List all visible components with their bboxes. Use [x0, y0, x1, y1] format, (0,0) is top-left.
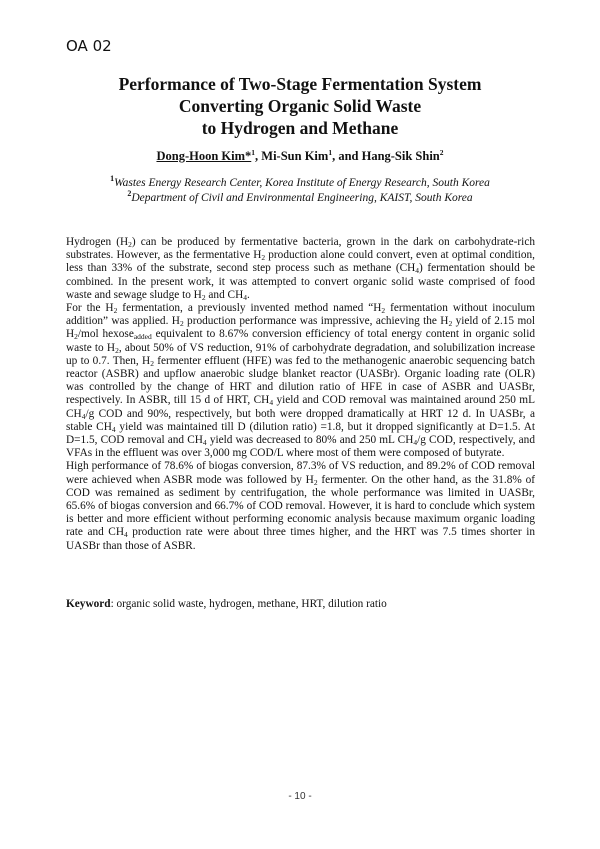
text-run: ) fermentation should be combined. In the present work, it was attempted to convert organic solid waste comprised of food waste and sewage sludge to H	[66, 262, 535, 301]
subscript: 4	[269, 398, 274, 408]
title-line: Performance of Two-Stage Fermentation System	[118, 74, 482, 94]
author-name: Mi-Sun Kim	[261, 149, 329, 163]
text-run: .	[247, 288, 250, 301]
session-code: OA 02	[66, 37, 112, 55]
author-affiliation-mark: 1	[251, 148, 256, 157]
abstract-paragraph	[66, 302, 535, 460]
text-run: , about 50% of VS reduction, 91% of carbohydrate degradation, and solubilization increase up to 0.7. Then, H	[66, 341, 535, 367]
subscript: 4	[202, 438, 207, 448]
text-run: /mol hexose	[77, 328, 134, 341]
author-separator: , and	[332, 149, 362, 163]
affiliation-line	[60, 176, 540, 191]
text-run: yield was maintained till D (dilution ratio) =1.8, but it dropped significantly at D=1.5. At D=1.5, COD removal and CH	[66, 420, 535, 447]
text-run: fermentation without inoculum addition” was applied. H	[66, 302, 535, 328]
subscript: 2	[313, 477, 318, 487]
abstract-body	[66, 236, 535, 553]
author-name: Hang-Sik Shin	[361, 149, 440, 163]
affiliations	[60, 176, 540, 205]
author-affiliation-mark: 2	[439, 148, 444, 157]
subscript: 2	[74, 332, 78, 342]
abstract-paragraph	[66, 460, 535, 552]
subscript: 4	[81, 411, 86, 421]
text-run: fermentation, a previously invented method named “H	[117, 302, 382, 315]
subscript: 2	[115, 345, 119, 355]
text-run: fermenter effluent (HFE) was fed to the methanogenic anaerobic sequencing batch reactor (ASBR) and upflow anaerobic sludge blanket reactor (UASBr). Organic loading rate (OLR) was controlled by the change of HRT and dilution ratio of HFE in case of ASBR and UASBr, respectively. In ASBR, till 15 d of HRT, CH	[66, 354, 535, 407]
title-line: to Hydrogen and Methane	[201, 118, 399, 138]
author-list	[60, 148, 540, 164]
affiliation-text: Department of Civil and Environmental Engineering, KAIST, South Korea	[131, 191, 473, 204]
title-line: Converting Organic Solid Waste	[178, 96, 422, 116]
subscript: 4	[124, 530, 128, 540]
subscript: 2	[179, 319, 184, 329]
keyword-label: Keyword	[66, 598, 111, 610]
affiliation-mark: 1	[110, 174, 115, 183]
affiliation-text: Wastes Energy Research Center, Korea Institute of Energy Research, South Korea	[114, 177, 490, 189]
page-number: - 10 -	[288, 791, 312, 802]
author-separator: ,	[255, 149, 262, 163]
text-run: yield of 2.15 mol H	[66, 315, 536, 341]
affiliation-mark: 2	[127, 188, 132, 198]
text-run: fermenter. On the other hand, as the 31.8% of COD was remained as sediment by centrifugation, the whole performance was limited in UASBr, 65.6% of biogas conversion and 66.7% of COD removal. However, it is hard to conclude which system is better and more efficient without performing economic analysis because maximum organic loading rate and CH	[66, 473, 535, 539]
author-name: Dong-Hoon Kim*	[156, 149, 252, 163]
text-run: production alone could convert, even at optimal condition, less than 33% of the substrate, second step process such as methane (CH	[66, 249, 535, 275]
subscript: 2	[113, 306, 118, 316]
subscript: 4	[415, 266, 420, 276]
subscript: 4	[243, 292, 247, 302]
text-run: /g COD and 90%, respectively, but both were dropped dramatically at HRT 12 d. In UASBr, a stable CH	[66, 407, 535, 433]
subscript: 2	[150, 358, 154, 368]
subscript: 4	[413, 438, 418, 448]
affiliation-line	[60, 188, 540, 206]
text-run: ) can be produced by fermentative bacteria, grown in the dark on carbohydrate-rich substrates. However, as the fermentative H	[66, 236, 535, 262]
text-run: equivalent to 8.67% conversion efficiency of total energy content in organic solid waste to H	[66, 328, 535, 354]
text-run: yield was decreased to 80% and 250 mL CH	[206, 434, 414, 447]
subscript: 2	[128, 240, 132, 249]
text-run: and CH	[205, 288, 244, 301]
keywords	[66, 597, 535, 611]
text-run: yield and COD removal was maintained around 250 mL CH	[66, 394, 535, 420]
subscript: 4	[111, 424, 116, 434]
text-run: For the H	[66, 302, 114, 315]
text-run: High performance of 78.6% of biogas conversion, 87.3% of VS reduction, and 89.2% of COD removal were achieved when ASBR mode was followed by H	[66, 460, 535, 486]
subscript: 2	[448, 319, 453, 329]
text-run: production performance was impressive, achieving the H	[183, 315, 449, 328]
subscript: 2	[381, 306, 386, 316]
subscript: 2	[261, 253, 266, 263]
subscript: added	[133, 332, 152, 342]
subscript: 2	[201, 292, 206, 302]
abstract-paragraph	[66, 236, 535, 302]
text-run: production rate were about three times higher, and the HRT was 7.5 times shorter in UASBr than those of ASBR.	[66, 526, 535, 552]
keyword-list: : organic solid waste, hydrogen, methane, HRT, dilution ratio	[110, 598, 387, 610]
text-run: Hydrogen (H	[66, 236, 129, 248]
paper-title	[60, 73, 540, 139]
author-affiliation-mark: 1	[328, 148, 333, 157]
text-run: /g COD, respectively, and VFAs in the effluent was over 3,000 mg COD/L where most of them were composed of butyrate.	[66, 434, 535, 460]
